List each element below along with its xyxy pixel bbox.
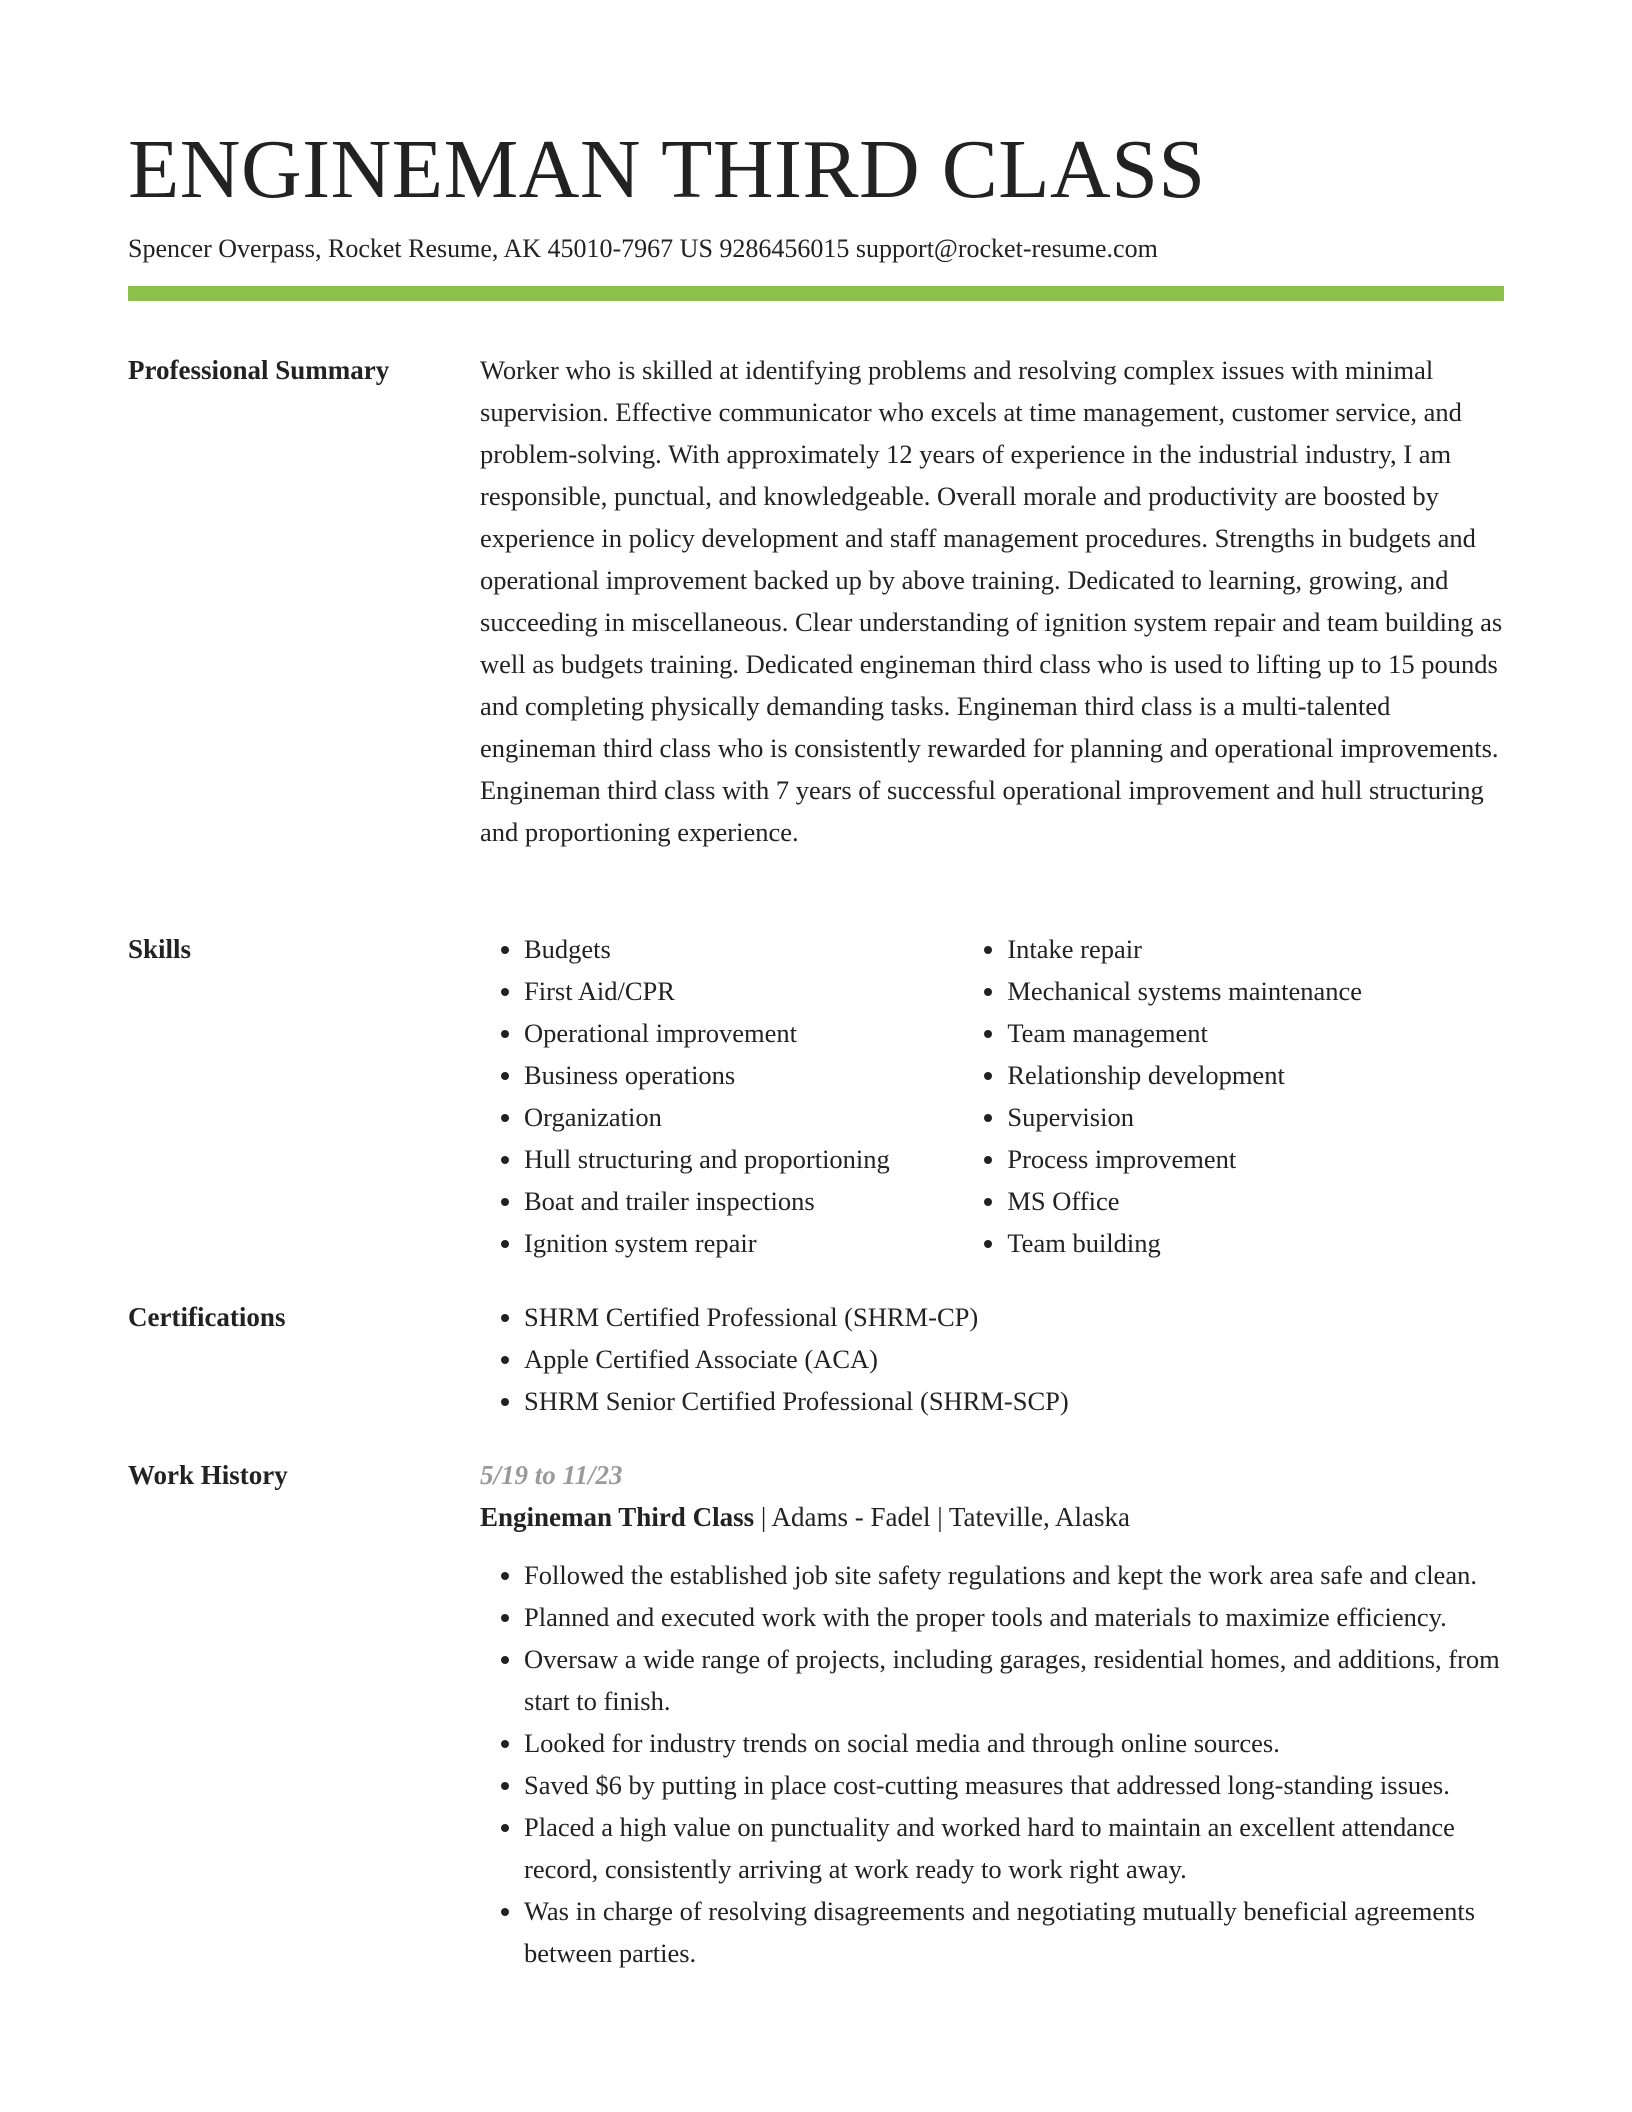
list-item: • Budgets: [524, 928, 963, 970]
list-item: • Relationship development: [1007, 1054, 1504, 1096]
list-item: • Planned and executed work with the proper tools and materials to maximize efficiency.: [524, 1596, 1504, 1638]
job-dates: 5/19 to 11/23: [480, 1460, 623, 1490]
job-title: Engineman Third Class: [480, 1502, 755, 1532]
work-history-heading: Work History: [128, 1460, 288, 1490]
skills-list-right: [963, 928, 1504, 1264]
list-item: • SHRM Certified Professional (SHRM-CP): [524, 1296, 1504, 1338]
resume-title: ENGINEMAN THIRD CLASS: [128, 123, 1206, 216]
list-item: • Was in charge of resolving disagreements and negotiating mutually beneficial agreements between parties.: [524, 1890, 1504, 1974]
contact-line: Spencer Overpass, Rocket Resume, AK 45010-7967 US 9286456015 support@rocket-resume.com: [128, 234, 1158, 263]
list-item: • MS Office: [1007, 1180, 1504, 1222]
list-item: • Process improvement: [1007, 1138, 1504, 1180]
list-item: • Operational improvement: [524, 1012, 963, 1054]
certifications-list: [480, 1296, 1504, 1422]
list-item: • Team management: [1007, 1012, 1504, 1054]
list-item: • SHRM Senior Certified Professional (SHRM-SCP): [524, 1380, 1504, 1422]
summary-text: Worker who is skilled at identifying problems and resolving complex issues with minimal supervision. Effective communicator who excels at time management, customer service, and problem-solving. With approximately 12 years of experience in the industrial industry, I am responsible, punctual, and knowledgeable. Overall morale and productivity are boosted by experience in policy development and staff management procedures. Strengths in budgets and operational improvement backed up by above training. Dedicated to learning, growing, and succeeding in miscellaneous. Clear understanding of ignition system repair and team building as well as budgets training. Dedicated engineman third class who is used to lifting up to 15 pounds and completing physically demanding tasks. Engineman third class is a multi-talented engineman third class who is consistently rewarded for planning and operational improvements. Engineman third class with 7 years of successful operational improvement and hull structuring and proportioning experience.: [480, 355, 1503, 847]
list-item: • Saved $6 by putting in place cost-cutting measures that addressed long-standing issues.: [524, 1764, 1504, 1806]
list-item: • Boat and trailer inspections: [524, 1180, 963, 1222]
list-item: • Intake repair: [1007, 928, 1504, 970]
skills-list-left: [480, 928, 963, 1264]
list-item: • Hull structuring and proportioning: [524, 1138, 963, 1180]
list-item: • Oversaw a wide range of projects, including garages, residential homes, and additions, from start to finish.: [524, 1638, 1504, 1722]
list-item: • Supervision: [1007, 1096, 1504, 1138]
list-item: • Looked for industry trends on social media and through online sources.: [524, 1722, 1504, 1764]
job-heading: [480, 1496, 1504, 1538]
list-item: • Business operations: [524, 1054, 963, 1096]
list-item: • Placed a high value on punctuality and worked hard to maintain an excellent attendance record, consistently arriving at work ready to work right away.: [524, 1806, 1504, 1890]
list-item: • Ignition system repair: [524, 1222, 963, 1264]
summary-heading: Professional Summary: [128, 355, 390, 385]
certifications-heading: Certifications: [128, 1302, 286, 1332]
skills-heading: Skills: [128, 934, 192, 964]
list-item: • First Aid/CPR: [524, 970, 963, 1012]
list-item: • Followed the established job site safety regulations and kept the work area safe and clean.: [524, 1554, 1504, 1596]
job-bullets: [480, 1554, 1504, 1974]
list-item: • Mechanical systems maintenance: [1007, 970, 1504, 1012]
header-divider: [128, 286, 1504, 301]
job-company-location: | Adams - Fadel | Tateville, Alaska: [754, 1502, 1130, 1532]
list-item: • Apple Certified Associate (ACA): [524, 1338, 1504, 1380]
list-item: • Team building: [1007, 1222, 1504, 1264]
list-item: • Organization: [524, 1096, 963, 1138]
